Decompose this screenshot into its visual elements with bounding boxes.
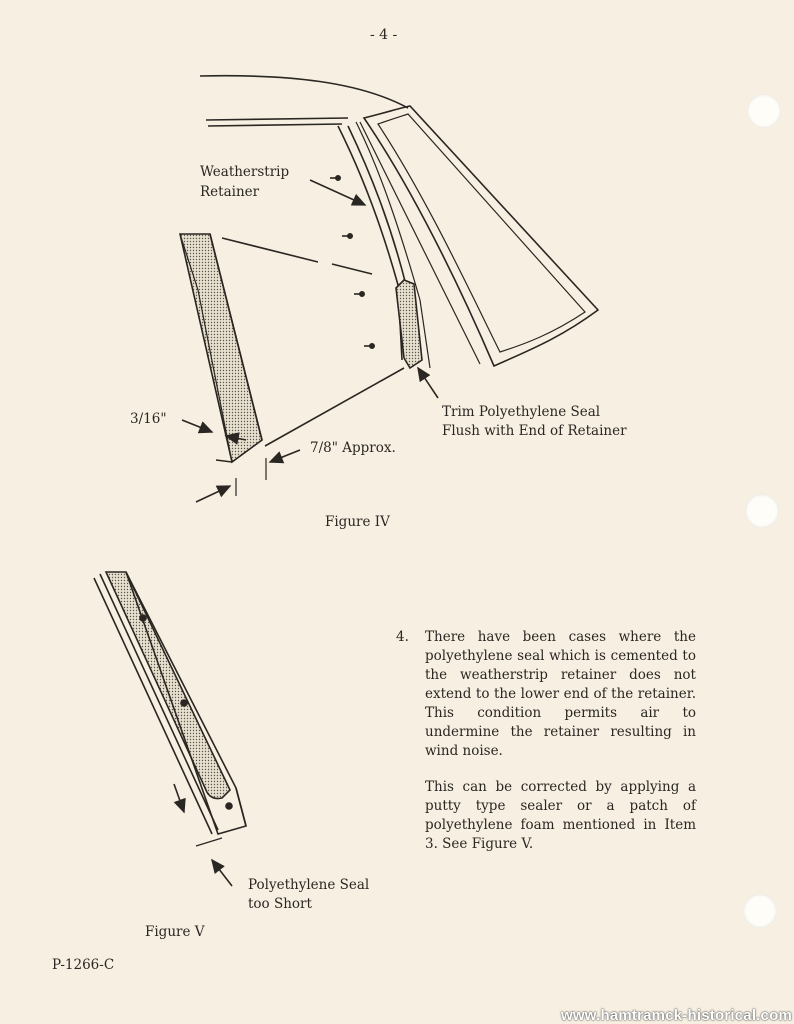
label-trim-line1: Trim Polyethylene Seal: [442, 404, 601, 420]
page-number: - 4 -: [370, 27, 398, 43]
label-seal-short-line1: Polyethylene Seal: [248, 877, 370, 893]
figure-v-caption: Figure V: [145, 924, 205, 940]
label-weatherstrip-retainer-line1: Weatherstrip: [200, 164, 290, 180]
figure-iv-caption: Figure IV: [325, 514, 390, 530]
label-seal-short-line2: too Short: [248, 896, 312, 912]
label-thickness: 3/16": [130, 411, 167, 427]
label-trim-line2: Flush with End of Retainer: [442, 423, 627, 439]
figure-v-drawing: [94, 572, 246, 886]
item-4-section: [396, 628, 696, 854]
label-approx-length: 7/8" Approx.: [310, 440, 396, 456]
document-code: P-1266-C: [52, 957, 115, 973]
item-number: 4.: [396, 629, 409, 645]
item-4-paragraph-2: This can be corrected by applying a putty type sealer or a patch of polyethylene foam mentioned in Item 3. See Figure V.: [425, 779, 696, 852]
website-watermark: www.hamtramck-historical.com: [561, 1007, 792, 1024]
item-4-paragraph-1: There have been cases where the polyethylene seal which is cemented to the weatherstrip retainer does not extend to the lower end of the retainer. This condition permits air to undermine the retainer resulting in wind noise.: [425, 629, 696, 759]
label-weatherstrip-retainer-line2: Retainer: [200, 184, 260, 200]
